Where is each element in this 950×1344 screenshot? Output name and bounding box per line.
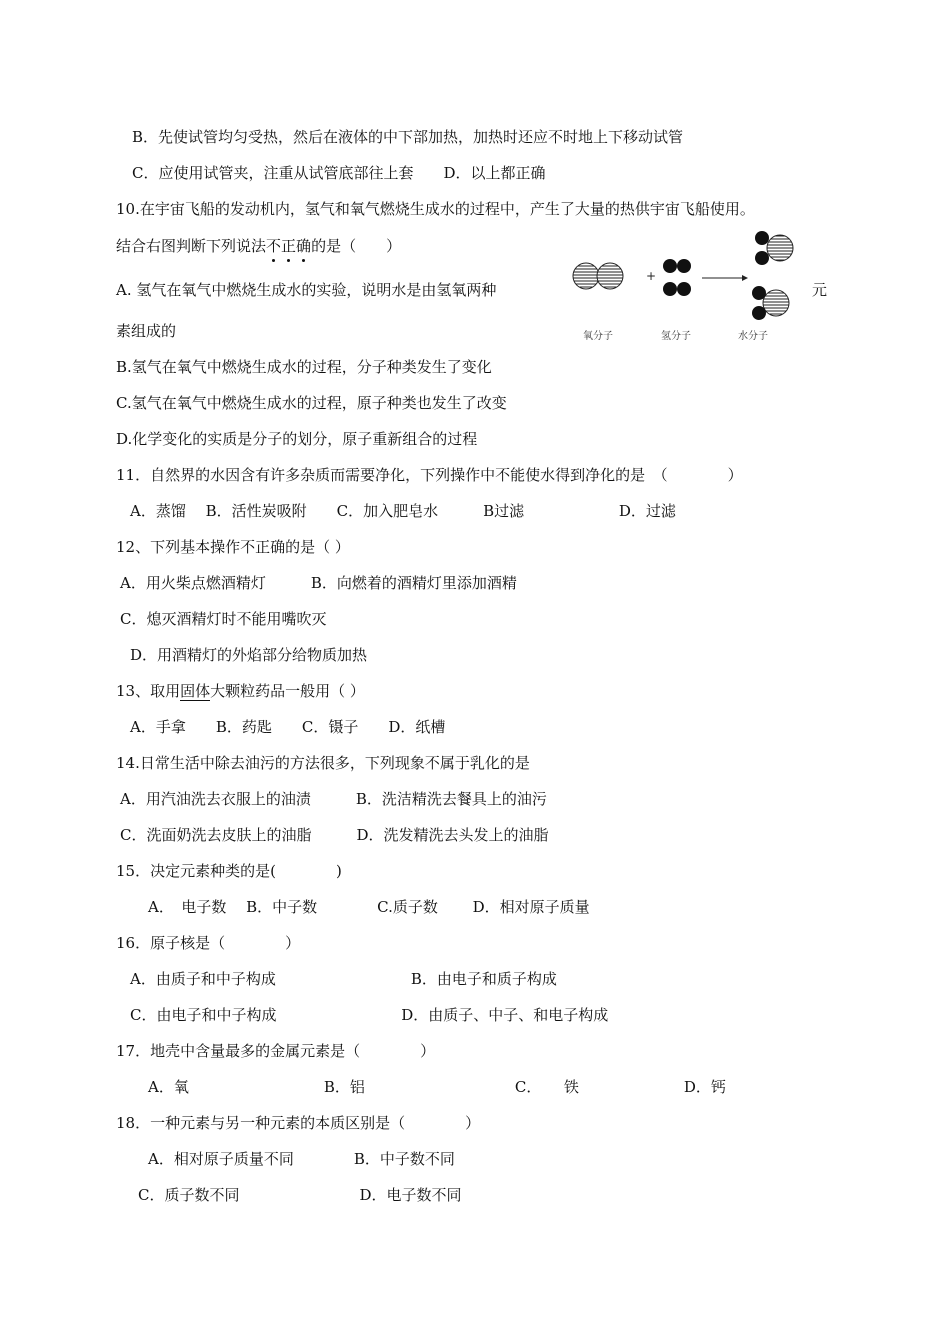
q13-stem — [116, 681, 365, 701]
q16-options-cd: C．由电子和中子构成 D．由质子、中子、和电子构成 — [130, 1006, 609, 1024]
hydrogen-molecules-icon — [663, 259, 691, 296]
plus-sign: + — [646, 269, 657, 283]
q10-option-a: A. 氢气在氧气中燃烧生成水的实验，说明水是由氢氧两种 — [116, 281, 497, 299]
q16-options-ab: A．由质子和中子构成 B．由电子和质子构成 — [130, 970, 557, 988]
q15-stem: 15．决定元素种类的是( ) — [116, 862, 342, 880]
q10-option-b: B.氢气在氧气中燃烧生成水的过程，分子种类发生了变化 — [116, 358, 492, 376]
hydrogen-molecule-label: 氢分子 — [661, 331, 691, 342]
q10-option-d: D.化学变化的实质是分子的划分，原子重新组合的过程 — [116, 430, 478, 448]
q17-options: A．氧 B．铝 C． 铁 D．钙 — [148, 1078, 726, 1096]
q13-stem-underlined: 固体 — [180, 682, 211, 700]
arrow-icon — [702, 275, 748, 281]
q15-options: A． 电子数 B．中子数 C.质子数 D．相对原子质量 — [148, 898, 590, 916]
q12-stem: 12、下列基本操作不正确的是（ ） — [116, 538, 350, 556]
q14-stem: 14.日常生活中除去油污的方法很多，下列现象不属于乳化的是 — [116, 754, 530, 772]
q10-stem: 10.在宇宙飞船的发动机内，氢气和氧气燃烧生成水的过程中，产生了大量的热供宇宙飞船使用。 — [116, 200, 755, 218]
q18-stem: 18．一种元素与另一种元素的本质区别是（ ） — [116, 1114, 481, 1132]
molecule-reaction-diagram — [566, 226, 806, 346]
q9-option-b: B．先使试管均匀受热，然后在液体的中下部加热，加热时还应不时地上下移动试管 — [132, 128, 684, 146]
q9-options-cd: C．应使用试管夹，注重从试管底部往上套 D．以上都正确 — [132, 164, 546, 182]
q10-option-a-cont: 素组成的 — [116, 322, 177, 340]
q18-options-cd: C．质子数不同 D．电子数不同 — [138, 1186, 462, 1204]
q10-option-c: C.氢气在氧气中燃烧生成水的过程，原子种类也发生了改变 — [116, 394, 507, 412]
q16-stem: 16．原子核是（ ） — [116, 934, 301, 952]
q11-stem: 11．自然界的水因含有许多杂质而需要净化，下列操作中不能使水得到净化的是 （ ） — [116, 466, 743, 484]
q12-options-ab: A．用火柴点燃酒精灯 B．向燃着的酒精灯里添加酒精 — [120, 574, 517, 592]
q17-stem: 17．地壳中含量最多的金属元素是（ ） — [116, 1042, 436, 1060]
q10-stem-line2 — [116, 236, 401, 256]
q10-stem-part1: 结合右图判断下列说法 — [116, 237, 267, 255]
q12-option-d: D．用酒精灯的外焰部分给物质加热 — [130, 646, 368, 664]
emphasis-char: 确 — [296, 237, 312, 255]
water-molecules-icon — [752, 231, 793, 320]
q12-option-c: C．熄灭酒精灯时不能用嘴吹灭 — [120, 610, 327, 628]
q18-options-ab: A．相对原子质量不同 B．中子数不同 — [148, 1150, 455, 1168]
water-molecule-label: 水分子 — [738, 331, 768, 342]
q14-options-cd: C．洗面奶洗去皮肤上的油脂 D．洗发精洗去头发上的油脂 — [120, 826, 549, 844]
q13-stem-part2: 大颗粒药品一般用（ ） — [210, 682, 365, 700]
q11-options: A．蒸馏 B．活性炭吸附 C．加入肥皂水 B过滤 D．过滤 — [130, 502, 676, 520]
q10-option-a-end: 元 — [812, 281, 828, 299]
oxygen-molecule-icon — [573, 263, 623, 289]
q10-stem-part2: 的是（ ） — [311, 237, 402, 255]
q14-options-ab: A．用汽油洗去衣服上的油渍 B．洗洁精洗去餐具上的油污 — [120, 790, 547, 808]
q13-options: A．手拿 B．药匙 C．镊子 D．纸槽 — [130, 718, 446, 736]
emphasis-char: 不 — [266, 237, 282, 255]
oxygen-molecule-label: 氧分子 — [583, 331, 613, 342]
q13-stem-part1: 13、取用 — [116, 682, 181, 700]
emphasis-char: 正 — [281, 237, 297, 255]
